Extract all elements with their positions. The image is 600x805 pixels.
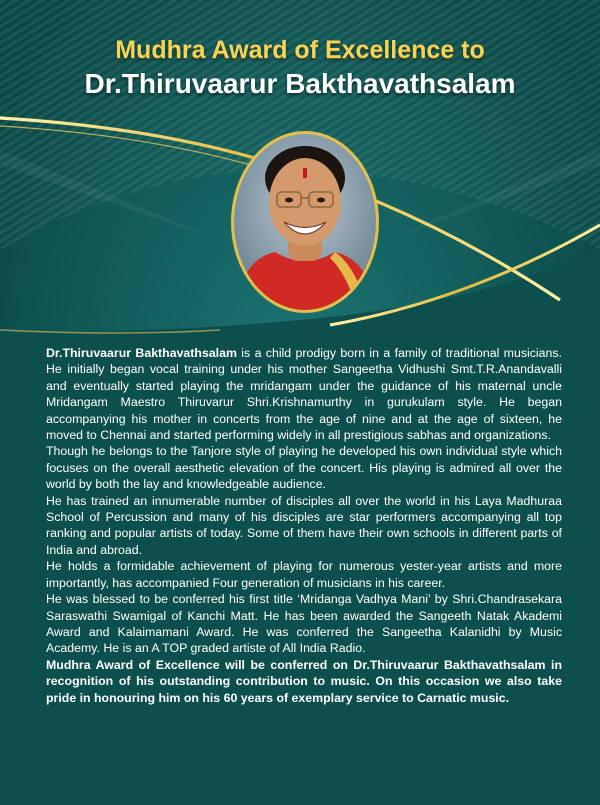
paragraph-2: Though he belongs to the Tanjore style of playing he developed his own individual style which focuses on the overall aesthetic elevation of the concert. His playing is admired all over the world by both the lay and knowledgeable audience. (46, 444, 562, 492)
paragraph-5: He was blessed to be conferred his first title ‘Mridanga Vadhya Mani’ by Shri.Chandrasekara Saraswathi Swamigal of Kanchi Matt. He has been awarded the Sangeeth Natak Akademi Award and Kalaimamani Award. He was conferred the Sangeetha Kalanidhi by Music Academy. He is an A TOP graded artiste of All India Radio. (46, 592, 562, 656)
title-line-1: Mudhra Award of Excellence to (115, 36, 485, 64)
paragraph-3: He has trained an innumerable number of disciples all over the world in his Laya Madhuraa School of Percussion and many of his disciples are star performers accompanying all top ranking and popular artists of today. Some of them have their own schools in different parts of India and abroad. (46, 493, 562, 557)
title-line-2: Dr.Thiruvaarur Bakthavathsalam (84, 68, 516, 99)
paragraph-1-lead: Dr.Thiruvaarur Bakthavathsalam (46, 346, 237, 360)
paragraph-4: He holds a formidable achievement of playing for numerous yester-year artists and more importantly, has accompanied Four generation of musicians in his career. (46, 559, 562, 590)
paragraph-1 (46, 345, 562, 443)
body-text (46, 345, 562, 706)
portrait-image (230, 130, 380, 314)
paragraph-1-text: is a child prodigy born in a family of traditional musicians. He initially began vocal training under his mother Sangeetha Vidhushi Smt.T.R.Anandavalli and eventually started playing the mridangam under the guidance of his maternal uncle Mridangam Maestro Thiruvarur Shri.Krishnamurthy in gurukulam style. He began accompanying his mother in concerts from the age of nine and at the age of sixteen, he moved to Chennai and started performing widely in all prestigious sabhas and organizations. (46, 346, 562, 443)
paragraph-closing: Mudhra Award of Excellence will be conferred on Dr.Thiruvaarur Bakthavathsalam in recognition of his outstanding contribution to music. On this occasion we also take pride in honouring him on his 60 years of exemplary service to Carnatic music. (46, 657, 562, 705)
